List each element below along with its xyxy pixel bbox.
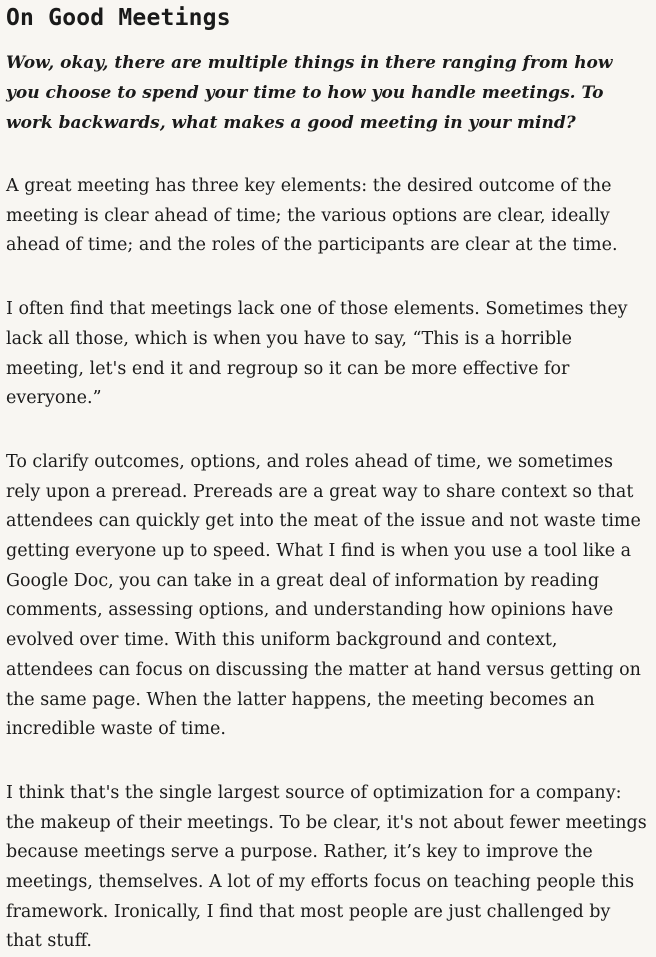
answer-paragraph-1: A great meeting has three key elements: the desired outcome of the meeting is clear ahead of time; the various options are clear, ideally ahead of time; and the roles of the participants are clear at the time. [6,176,618,256]
article [0,3,656,957]
answer-paragraph-4: I think that's the single largest source of optimization for a company: the makeup of their meetings. To be clear, it's not about fewer meetings because meetings serve a purpose. Rather, it’s key to improve the meetings, themselves. A lot of my efforts focus on teaching people this framework. Ironically, I find that most people are just challenged by that stuff. [6,782,647,952]
article-title: On Good Meetings [6,5,231,31]
answer-paragraph-3: To clarify outcomes, options, and roles ahead of time, we sometimes rely upon a preread. Prereads are a great way to share context so that attendees can quickly get into the meat of the issue and not waste time getting everyone up to speed. What I find is when you use a tool like a Google Doc, you can take in a great deal of information by reading comments, assessing options, and understanding how opinions have evolved over time. With this uniform background and context, attendees can focus on discussing the matter at hand versus getting on the same page. When the latter happens, the meeting becomes an incredible waste of time. [6,451,641,740]
answer-paragraph-2: I often find that meetings lack one of those elements. Sometimes they lack all those, which is when you have to say, “This is a horrible meeting, let's end it and regroup so it can be more effective for everyone.” [6,299,628,409]
interview-question: Wow, okay, there are multiple things in there ranging from how you choose to spend your time to how you handle meetings. To work backwards, what makes a good meeting in your mind? [6,53,613,133]
